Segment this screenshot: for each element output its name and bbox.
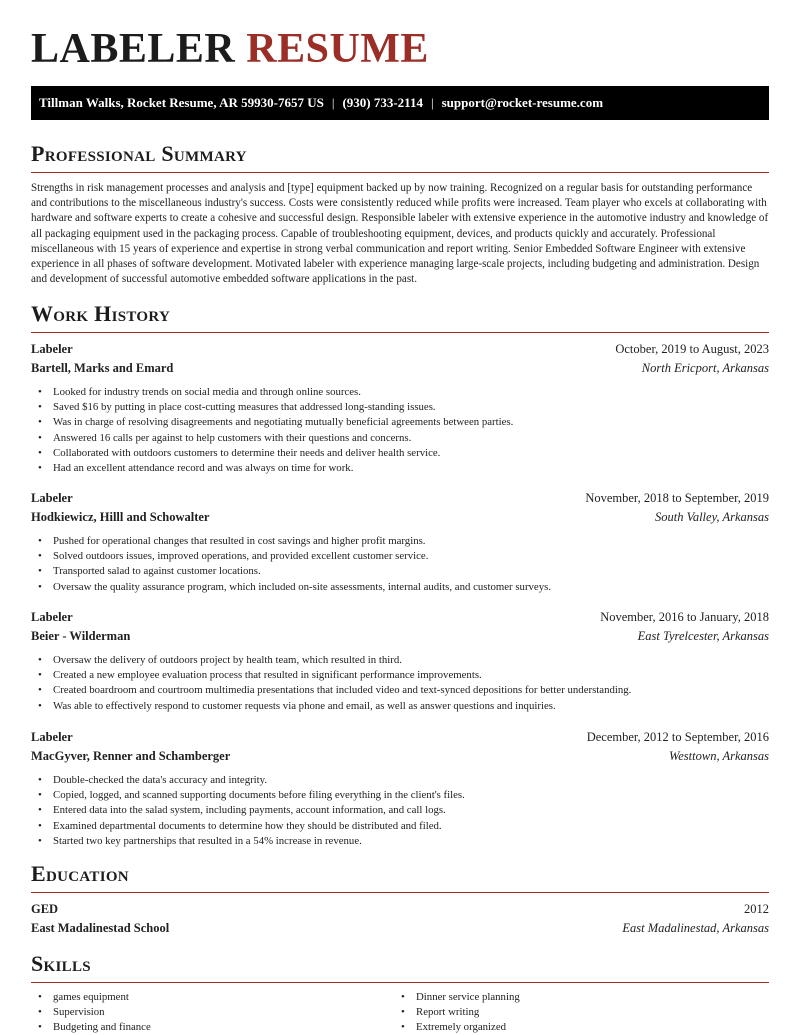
job-company: Beier - Wilderman (31, 629, 131, 643)
job-bullets (31, 653, 769, 714)
education-year: 2012 (744, 902, 769, 916)
job-title: Labeler (31, 610, 73, 624)
list-item: • Examined departmental documents to determine how they should be distributed and filed. (31, 819, 769, 834)
list-item: • Dinner service planning (394, 990, 757, 1005)
list-item: • Pushed for operational changes that resulted in cost savings and higher profit margins. (31, 534, 769, 549)
contact-bar (31, 86, 769, 120)
job-dates: November, 2016 to January, 2018 (600, 610, 769, 624)
list-item: • Was able to effectively respond to customer requests via phone and email, as well as answer questions and inquiries. (31, 699, 769, 714)
list-item: • games equipment (31, 990, 394, 1005)
skills-list (31, 990, 769, 1035)
education-heading: Education (31, 861, 129, 886)
section-divider (31, 982, 769, 983)
name-first: LABELER (31, 26, 236, 72)
job-location: Westtown, Arkansas (668, 749, 769, 763)
job-entry (31, 730, 769, 849)
list-item: • Solved outdoors issues, improved operations, and provided excellent customer service. (31, 549, 769, 564)
job-location: South Valley, Arkansas (654, 510, 769, 524)
section-divider (31, 332, 769, 333)
job-title: Labeler (31, 342, 73, 356)
education-entry (31, 902, 769, 936)
list-item: • Oversaw the quality assurance program, which included on-site assessments, internal audits, and customer surveys. (31, 580, 769, 595)
skills-column-right (394, 990, 757, 1035)
work-history-heading: Work History (31, 301, 171, 326)
summary-heading: Professional Summary (31, 141, 247, 166)
education-degree: GED (31, 902, 59, 916)
list-item: • Was in charge of resolving disagreements and negotiating mutually beneficial agreements between parties. (31, 415, 769, 430)
contact-phone: (930) 733-2114 (342, 95, 423, 110)
job-company: MacGyver, Renner and Schamberger (31, 749, 231, 763)
education-location: East Madalinestad, Arkansas (622, 921, 769, 935)
name-last: RESUME (246, 26, 429, 72)
job-bullets (31, 534, 769, 595)
education-school: East Madalinestad School (31, 921, 170, 935)
resume-name (31, 28, 429, 70)
job-company: Hodkiewicz, Hilll and Schowalter (31, 510, 210, 524)
job-title: Labeler (31, 730, 73, 744)
list-item: • Saved $16 by putting in place cost-cutting measures that addressed long-standing issues. (31, 400, 769, 415)
list-item: • Created boardroom and courtroom multimedia presentations that included video and text-synced depositions for better understanding. (31, 683, 769, 698)
contact-address: Tillman Walks, Rocket Resume, AR 59930-7657 US (39, 95, 324, 110)
summary-text: Strengths in risk management processes and analysis and [type] equipment backed up by now training. Recognized on a regular basis for outstanding performance and contributions to the miscellaneous industry's success. Costs were consistently reduced while profits were increased. Team player who excels at collaborating with hardware and software experts to create a cohesive and successful design. Responsible labeler with extensive experience in the automotive industry and knowledge of all packaging equipment used in the packaging process. Capable of troubleshooting equipment, devices, and products quickly and accurately. Professional miscellaneous with 15 years of experience and expertise in strong verbal communication and report writing. Senior Embedded Software Engineer with extensive experience in all phases of software development. Motivated labeler with experience managing large-scale projects, including budgeting and administration. Design and development of successful automotive embedded software applications in the past. (31, 182, 769, 286)
list-item: • Double-checked the data's accuracy and integrity. (31, 773, 769, 788)
job-dates: October, 2019 to August, 2023 (615, 342, 769, 356)
list-item: • Budgeting and finance (31, 1020, 394, 1035)
section-divider (31, 892, 769, 893)
list-item: • Collaborated with outdoors customers to determine their needs and deliver health service. (31, 446, 769, 461)
job-location: North Ericport, Arkansas (641, 361, 769, 375)
list-item: • Transported salad to against customer locations. (31, 564, 769, 579)
job-location: East Tyrelcester, Arkansas (637, 629, 769, 643)
list-item: • Started two key partnerships that resulted in a 54% increase in revenue. (31, 834, 769, 849)
list-item: • Entered data into the salad system, including payments, account information, and call logs. (31, 803, 769, 818)
list-item: • Report writing (394, 1005, 757, 1020)
list-item: • Created a new employee evaluation process that resulted in significant performance improvements. (31, 668, 769, 683)
list-item: • Looked for industry trends on social media and through online sources. (31, 385, 769, 400)
job-entry (31, 342, 769, 476)
job-entry (31, 610, 769, 714)
skills-heading: Skills (31, 951, 91, 976)
list-item: • Supervision (31, 1005, 394, 1020)
list-item: • Extremely organized (394, 1020, 757, 1035)
job-bullets (31, 385, 769, 476)
job-bullets (31, 773, 769, 849)
contact-separator: | (331, 95, 335, 110)
list-item: • Copied, logged, and scanned supporting documents before filing everything in the client's files. (31, 788, 769, 803)
contact-separator: | (430, 95, 434, 110)
contact-email: support@rocket-resume.com (441, 95, 604, 110)
job-dates: November, 2018 to September, 2019 (585, 491, 769, 505)
job-title: Labeler (31, 491, 73, 505)
list-item: • Oversaw the delivery of outdoors project by health team, which resulted in third. (31, 653, 769, 668)
job-dates: December, 2012 to September, 2016 (586, 730, 769, 744)
section-divider (31, 172, 769, 173)
list-item: • Had an excellent attendance record and was always on time for work. (31, 461, 769, 476)
list-item: • Answered 16 calls per against to help customers with their questions and concerns. (31, 431, 769, 446)
job-company: Bartell, Marks and Emard (31, 361, 174, 375)
skills-column-left (31, 990, 394, 1035)
job-entry (31, 491, 769, 595)
